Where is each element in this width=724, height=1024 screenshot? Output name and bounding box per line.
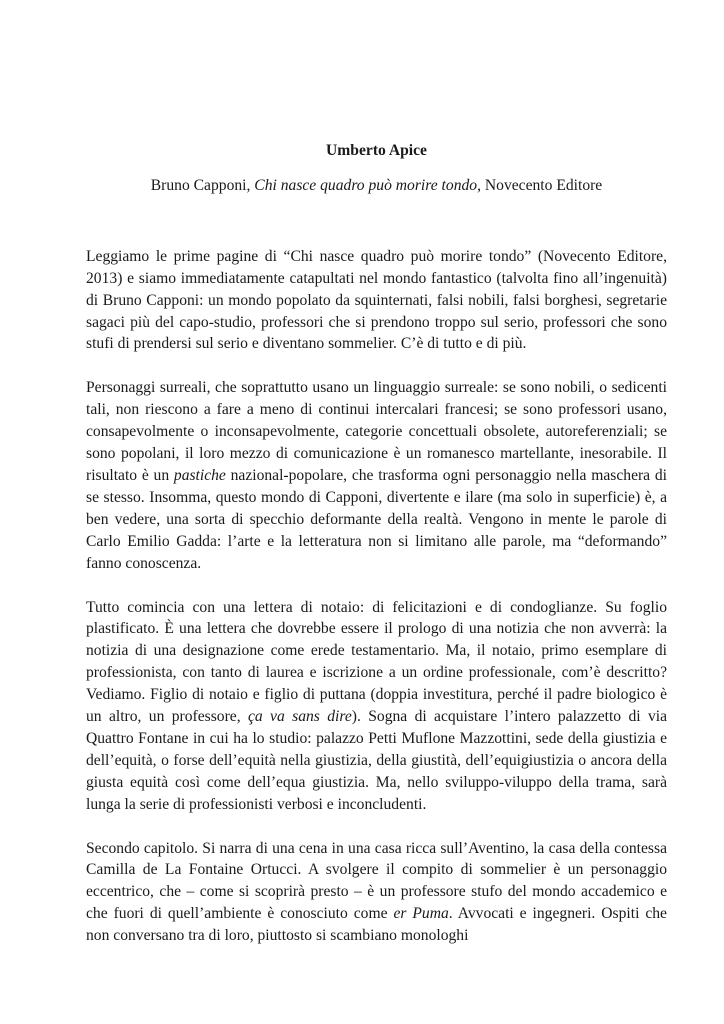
body-paragraph <box>86 838 667 948</box>
paragraph-text: ). Sogna di acquistare l’intero palazzetto di via Quattro Fontane in cui ha lo studio: palazzo Petti Muflone Mazzottini, sede della giustizia e dell’equità, o forse dell’equità nella giustizia, della giustità, dell’equigiustizia o ancora della giusta equità così come dell’equa giustizia. Ma, nello sviluppo-viluppo della trama, sarà lunga la serie di professionisti verbosi e inconcludenti. <box>86 708 667 813</box>
paragraph-text: nazional-popolare, che trasforma ogni personaggio nella maschera di se stesso. Insomma, questo mondo di Capponi, divertente e ilare (ma solo in superficie) è, a ben vedere, una sorta di specchio deformante della realtà. Vengono in mente le parole di Carlo Emilio Gadda: l’arte e la letteratura non si limitano alle parole, ma “deformando” fanno conoscenza. <box>86 466 667 572</box>
italic-text: er Puma <box>393 905 449 923</box>
body-paragraph <box>86 377 667 574</box>
paragraph-text: Leggiamo le prime pagine di “Chi nasce quadro può morire tondo” (Novecento Editore, 2013) e siamo immediatamente catapultati nel mondo fantastico (talvolta fino all’ingenuità) di Bruno Capponi: un mondo popolato da squinternati, falsi nobili, falsi borghesi, segretarie sagaci più del capo-studio, professori che si prendono troppo sul serio, professori che sono stufi di prendersi sul serio e diventano sommelier. C’è di tutto e di più. <box>86 247 667 353</box>
paragraph-text: Personaggi surreali, che soprattutto usano un linguaggio surreale: se sono nobili, o sedicenti tali, non riescono a fare a meno di continui intercalari francesi; se sono professori usano, consapevolmente o inconsapevolmente, categorie concettuali obsolete, autoreferenziali; se sono popolani, il loro mezzo di comunicazione è un romanesco martellante, inesorabile. Il risultato è un <box>86 379 667 484</box>
document-page <box>86 140 667 947</box>
body-paragraph <box>86 597 667 816</box>
book-author: Bruno Capponi, <box>150 176 255 194</box>
paragraph-text: Secondo capitolo. Si narra di una cena in una casa ricca sull’Aventino, la casa della contessa Camilla de La Fontaine Ortucci. A svolgere il compito di sommelier è un personaggio eccentrico, che – come si scoprirà presto – è un professore stufo del mondo accademico e che fuori di quell’ambiente è conosciuto come <box>86 839 667 923</box>
review-body <box>86 246 667 947</box>
italic-text: pastiche <box>173 466 226 484</box>
paragraph-text: Tutto comincia con una lettera di notaio: di felicitazioni e di condoglianze. Su foglio plastificato. È una lettera che dovrebbe essere il prologo di una notizia che non avverrà: la notizia di una designazione come erede testamentario. Ma, il notaio, primo esemplare di professionista, con tanto di laurea e iscrizione a un ordine professionale, com’è descritto? Vediamo. Figlio di notaio e figlio di puttana (doppia investitura, perché il padre biologico è un altro, un professore, <box>86 598 667 726</box>
body-paragraph <box>86 246 667 356</box>
book-publisher: , Novecento Editore <box>477 176 603 194</box>
book-title: Chi nasce quadro può morire tondo <box>254 176 478 194</box>
book-reference <box>86 175 667 197</box>
italic-text: ça va sans dire <box>247 708 352 726</box>
paragraph-text: . Avvocati e ingegneri. Ospiti che non conversano tra di loro, piuttosto si scambiano monologhi <box>86 905 667 945</box>
author-name: Umberto Apice <box>326 142 427 159</box>
